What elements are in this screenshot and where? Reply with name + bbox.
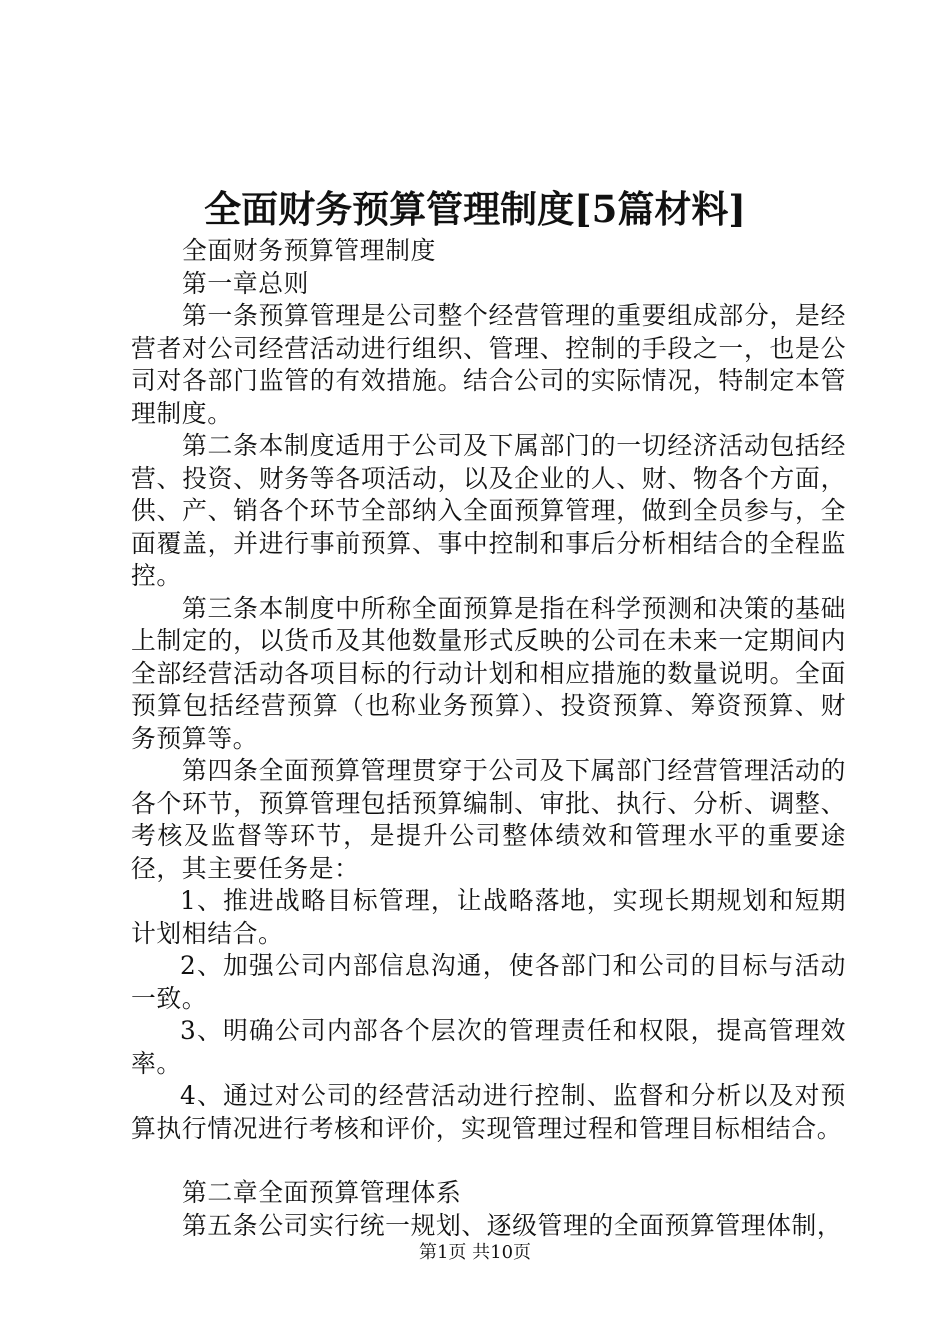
list-item: 2、加强公司内部信息沟通，使各部门和公司的目标与活动一致。 <box>131 951 846 1013</box>
list-item: 3、明确公司内部各个层次的管理责任和权限，提高管理效率。 <box>131 1016 846 1078</box>
paragraph-gap <box>131 1145 846 1177</box>
document-title: 全面财务预算管理制度[5篇材料] <box>204 187 746 231</box>
chapter-heading: 第一章总则 <box>182 268 309 298</box>
list-item: 4、通过对公司的经营活动进行控制、监督和分析以及对预算执行情况进行考核和评价，实现管理过程和管理目标相结合。 <box>131 1081 846 1143</box>
article-paragraph: 第二条本制度适用于公司及下属部门的一切经济活动包括经营、投资、财务等各项活动，以及企业的人、财、物各个方面，供、产、销各个环节全部纳入全面预算管理，做到全员参与，全面覆盖，并进行事前预算、事中控制和事后分析相结合的全程监控。 <box>131 431 846 590</box>
article-paragraph: 第三条本制度中所称全面预算是指在科学预测和决策的基础上制定的，以货币及其他数量形式反映的公司在未来一定期间内全部经营活动各项目标的行动计划和相应措施的数量说明。全面预算包括经营预算（也称业务预算）、投资预算、筹资预算、财务预算等。 <box>131 593 846 753</box>
article-paragraph: 第五条公司实行统一规划、逐级管理的全面预算管理体制， <box>182 1210 843 1240</box>
subtitle-paragraph: 全面财务预算管理制度 <box>182 236 436 265</box>
page-number-footer: 第1页 共10页 <box>418 1242 532 1263</box>
article-paragraph: 第一条预算管理是公司整个经营管理的重要组成部分，是经营者对公司经营活动进行组织、管理、控制的手段之一，也是公司对各部门监管的有效措施。结合公司的实际情况，特制定本管理制度。 <box>131 301 846 428</box>
document-body <box>131 235 846 1242</box>
chapter-heading: 第二章全面预算管理体系 <box>182 1178 462 1207</box>
article-paragraph: 第四条全面预算管理贯穿于公司及下属部门经营管理活动的各个环节，预算管理包括预算编制、审批、执行、分析、调整、考核及监督等环节，是提升公司整体绩效和管理水平的重要途径，其主要任务是： <box>131 756 846 883</box>
list-item: 1、推进战略目标管理，让战略落地，实现长期规划和短期计划相结合。 <box>131 886 846 948</box>
